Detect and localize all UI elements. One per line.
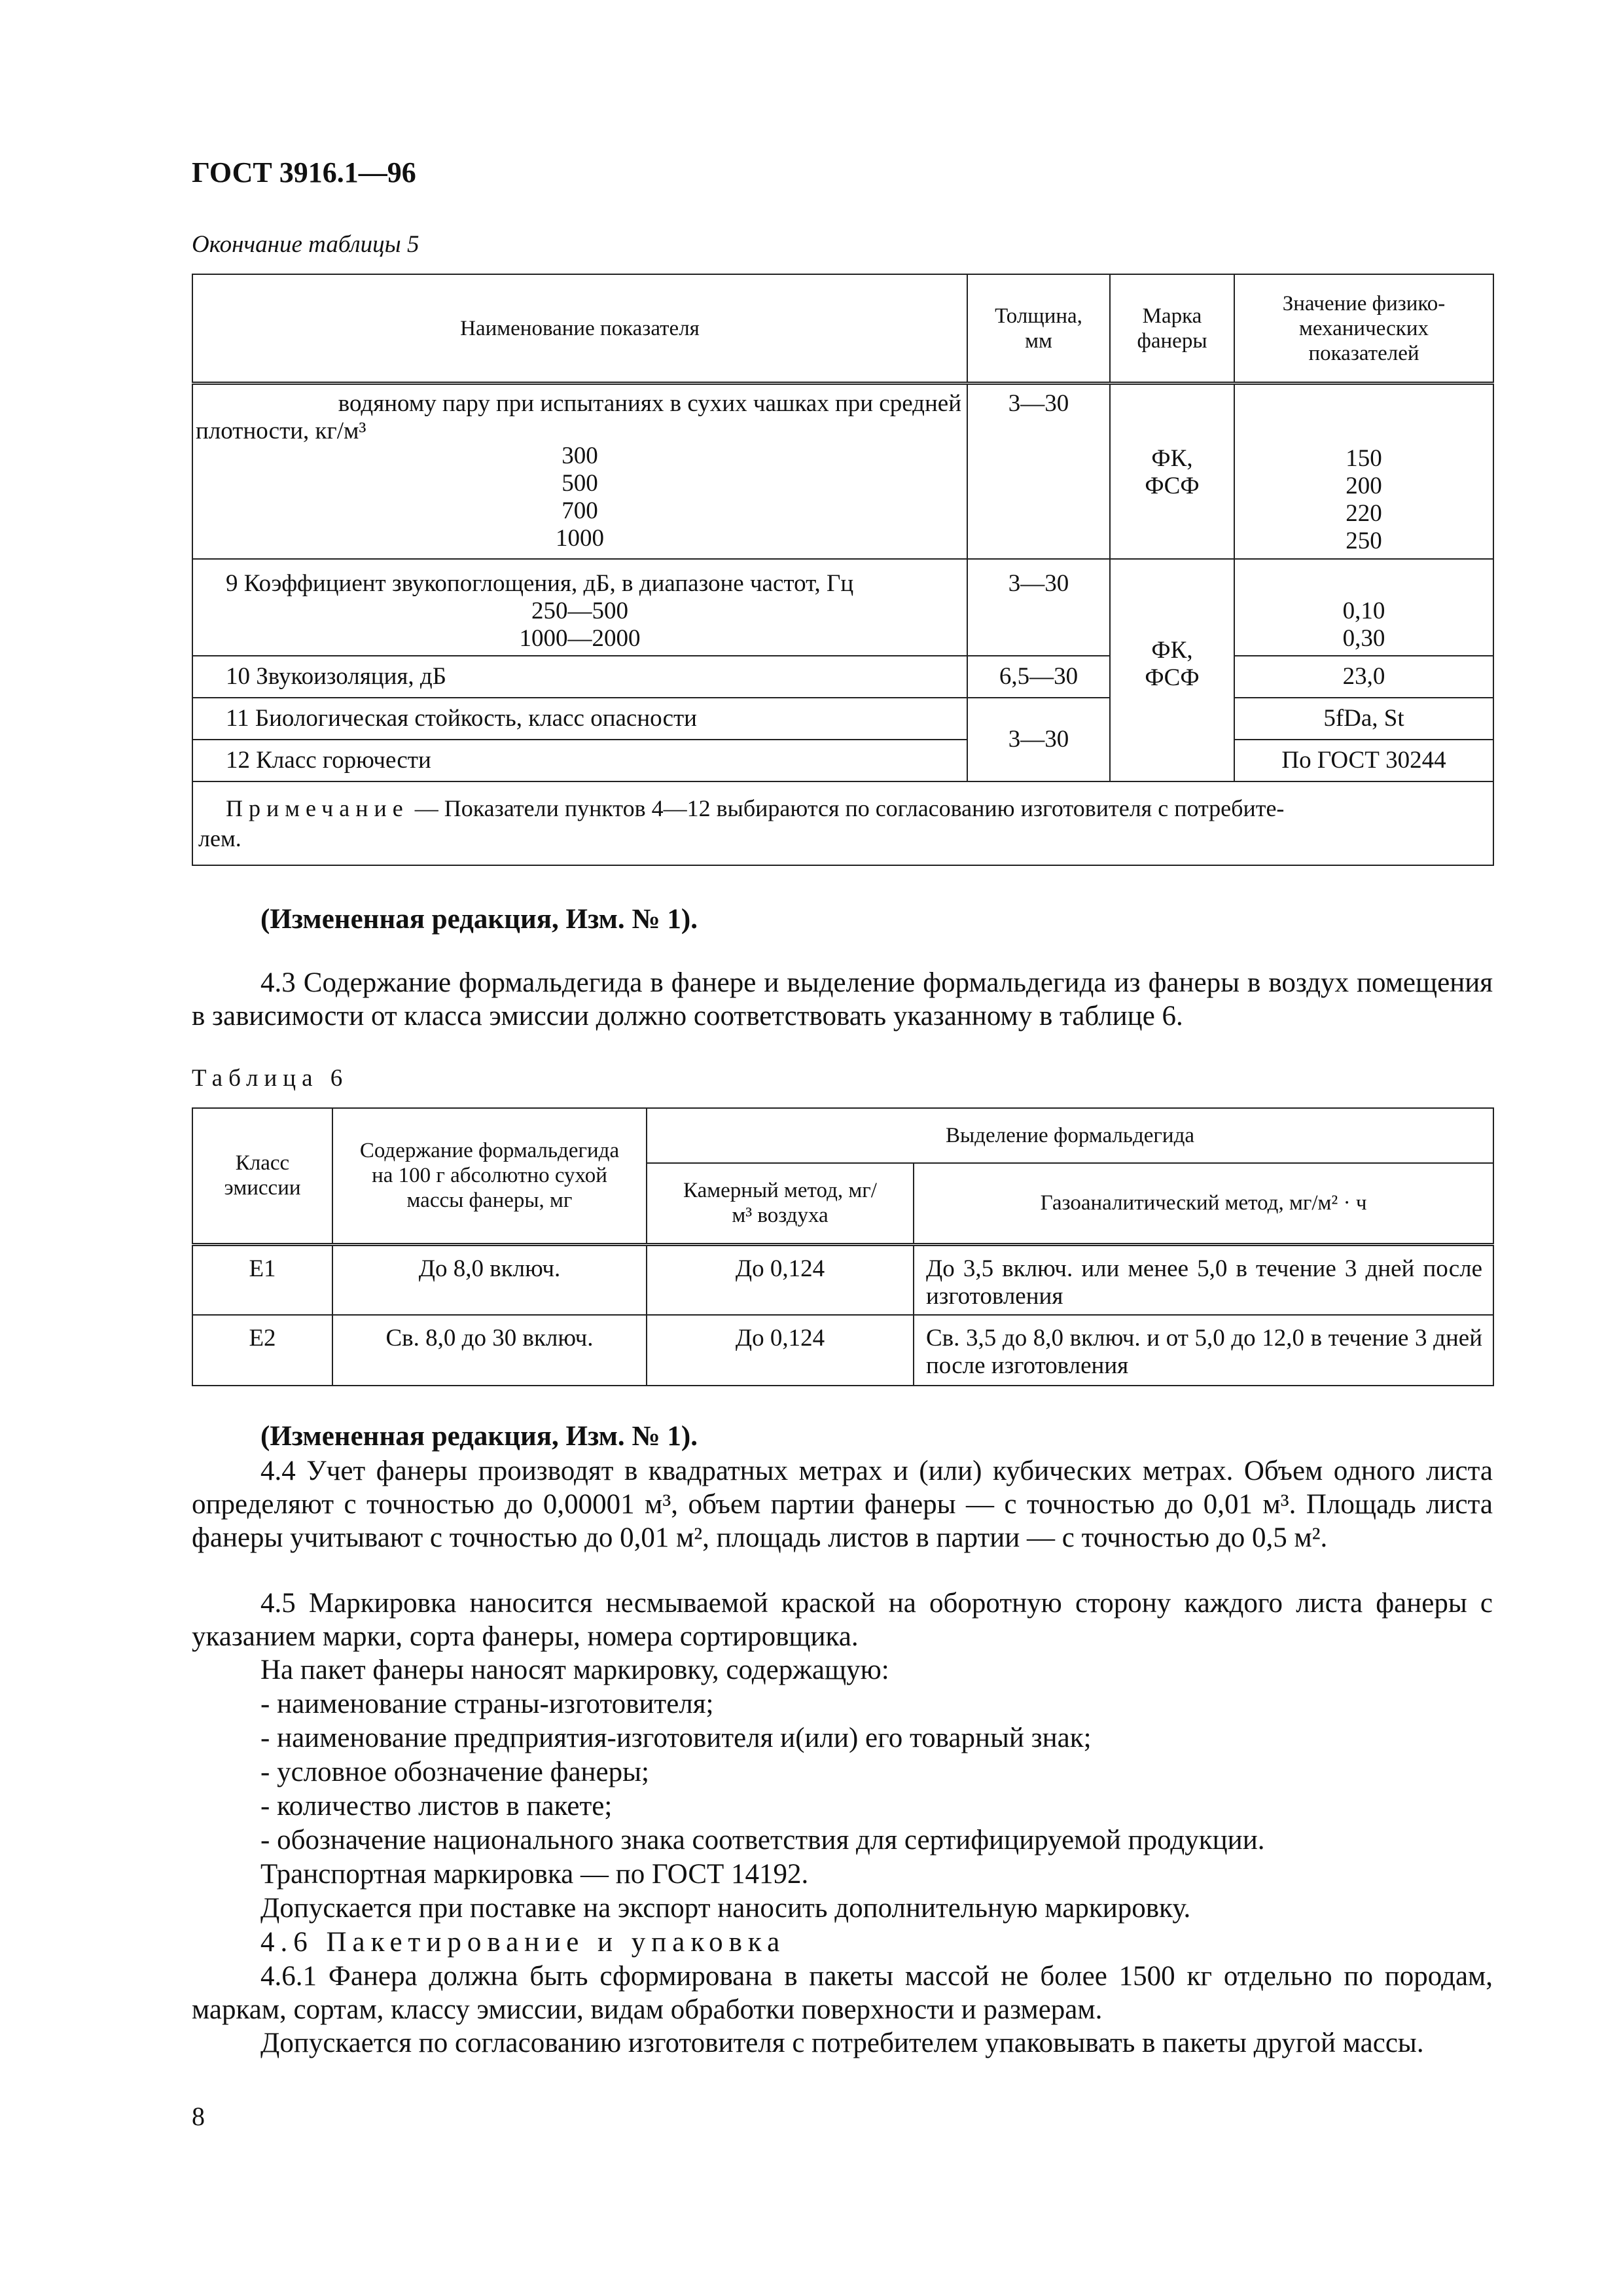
table-note-row [192,781,1493,865]
col-header-value: Значение физико-механических показателей [1234,274,1493,384]
table-row [192,656,1493,698]
emission-class: E1 [192,1244,332,1315]
page-number: 8 [192,2102,205,2131]
value-cell: По ГОСТ 30244 [1234,740,1493,781]
grade-cell: ФК, ФСФ [1110,384,1234,559]
paragraph-4-3: 4.3 Содержание формальдегида в фанере и выделение формальдегида из фанеры в воздух помещения в зависимости от класса эмиссии должно соответствовать указанному в таблице 6. [192,967,1493,1031]
thickness-cell: 3—30 [967,384,1110,559]
emission-class: E2 [192,1315,332,1386]
transport-marking: Транспортная маркировка — по ГОСТ 14192. [260,1859,809,1890]
table-row [192,698,1493,740]
frequency-range: 1000—2000 [519,624,641,652]
note-text: — Показатели пунктов 4—12 выбираются по согласованию изготовителя с потребите- [408,795,1285,821]
density-value: 1000 [556,525,604,552]
gas-value: Св. 3,5 до 8,0 включ. и от 5,0 до 12,0 в течение 3 дней после изготовления [914,1315,1493,1386]
table-row [192,559,1493,656]
paragraph-4-5: 4.5 Маркировка наносится несмываемой краской на оборотную сторону каждого листа фанеры с указанием марки, сорта фанеры, номера сортировщика. [192,1588,1493,1652]
amendment-note: (Измененная редакция, Изм. № 1). [260,904,698,935]
list-item: - условное обозначение фанеры; [260,1757,649,1787]
value-cell: 250 [1346,528,1382,554]
standard-title: ГОСТ 3916.1—96 [192,156,416,188]
grade-cell: ФК, ФСФ [1110,559,1234,781]
chamber-value: До 0,124 [647,1244,914,1315]
col-header-thickness: Толщина, мм [967,274,1110,384]
value-cell: 220 [1346,500,1382,527]
table-row [192,740,1493,781]
density-value: 500 [562,470,598,497]
list-item: - обозначение национального знака соответствия для сертифицируемой продукции. [260,1825,1265,1856]
note-label: Примечание [226,795,409,821]
col-header-gas: Газоаналитический метод, мг/м² · ч [914,1163,1493,1244]
table-6 [192,1107,1494,1386]
thickness-cell: 3—30 [967,559,1110,656]
frequency-range: 250—500 [531,597,628,624]
col-header-class: Класс эмиссии [192,1108,332,1244]
density-value: 700 [562,497,598,524]
chamber-value: До 0,124 [647,1315,914,1386]
value-cell: 200 [1346,473,1382,499]
paragraph-4-4: 4.4 Учет фанеры производят в квадратных метрах и (или) кубических метрах. Объем одного листа определяют с точностью до 0,00001 м³, объем партии фанеры — с точностью до 0,01 м³. Площадь листа фанеры учитывают с точностью до 0,01 м², площадь листов в партии — с точностью до 0,5 м². [192,1456,1493,1553]
table-5 [192,274,1494,866]
list-item: - количество листов в пакете; [260,1791,613,1821]
row-label: 9 Коэффициент звукопоглощения, дБ, в диапазоне частот, Гц [226,569,854,597]
col-header-content: Содержание формальдегида на 100 г абсолютно сухой массы фанеры, мг [332,1108,647,1244]
value-cell: 5fDa, St [1234,698,1493,740]
value-cell: 23,0 [1234,656,1493,698]
density-value: 300 [562,442,598,469]
thickness-cell: 3—30 [967,698,1110,781]
row-text: плотности, кг/м³ [196,418,366,444]
list-item: - наименование страны-изготовителя; [260,1689,714,1719]
section-heading-4-6: 4.6 Пакетирование и упаковка [260,1927,786,1958]
col-header-release: Выделение формальдегида [647,1108,1493,1163]
gas-value: До 3,5 включ. или менее 5,0 в течение 3 дней после изготовления [914,1244,1493,1315]
list-item: - наименование предприятия-изготовителя и(или) его товарный знак; [260,1723,1092,1753]
table-continuation-caption: Окончание таблицы 5 [192,231,419,258]
value-cell: 0,10 [1342,597,1385,624]
col-header-chamber: Камерный метод, мг/м³ воздуха [647,1163,914,1244]
table-5-header [192,274,1493,384]
amendment-note: (Измененная редакция, Изм. № 1). [260,1421,698,1452]
value-cell: 150 [1346,445,1382,472]
formaldehyde-content: Св. 8,0 до 30 включ. [332,1315,647,1386]
paragraph-4-6-1: 4.6.1 Фанера должна быть сформирована в пакеты массой не более 1500 кг отдельно по породам, маркам, сортам, классу эмиссии, видам обработки поверхности и размерам. [192,1961,1493,2025]
col-header-name: Наименование показателя [192,274,967,384]
thickness-cell: 6,5—30 [967,656,1110,698]
paragraph-4-5-marking: На пакет фанеры наносят маркировку, содержащую: [260,1655,889,1685]
value-cell: 0,30 [1342,624,1385,652]
note-text-cont: лем. [198,825,241,852]
col-header-grade: Марка фанеры [1110,274,1234,384]
formaldehyde-content: До 8,0 включ. [332,1244,647,1315]
export-marking: Допускается при поставке на экспорт наносить дополнительную маркировку. [260,1893,1191,1924]
table-row [192,1315,1493,1386]
row-text: водяному пару при испытаниях в сухих чашках при средней [338,390,961,417]
row-label: 11 Биологическая стойкость, класс опасности [192,698,967,740]
row-label: 12 Класс горючести [192,740,967,781]
table-row [192,1244,1493,1315]
paragraph-4-6-1-package: Допускается по согласованию изготовителя с потребителем упаковывать в пакеты другой массы. [260,2028,1424,2058]
row-label: 10 Звукоизоляция, дБ [192,656,967,698]
table-row [192,384,1493,559]
table-6-caption: Таблица 6 [192,1065,349,1092]
